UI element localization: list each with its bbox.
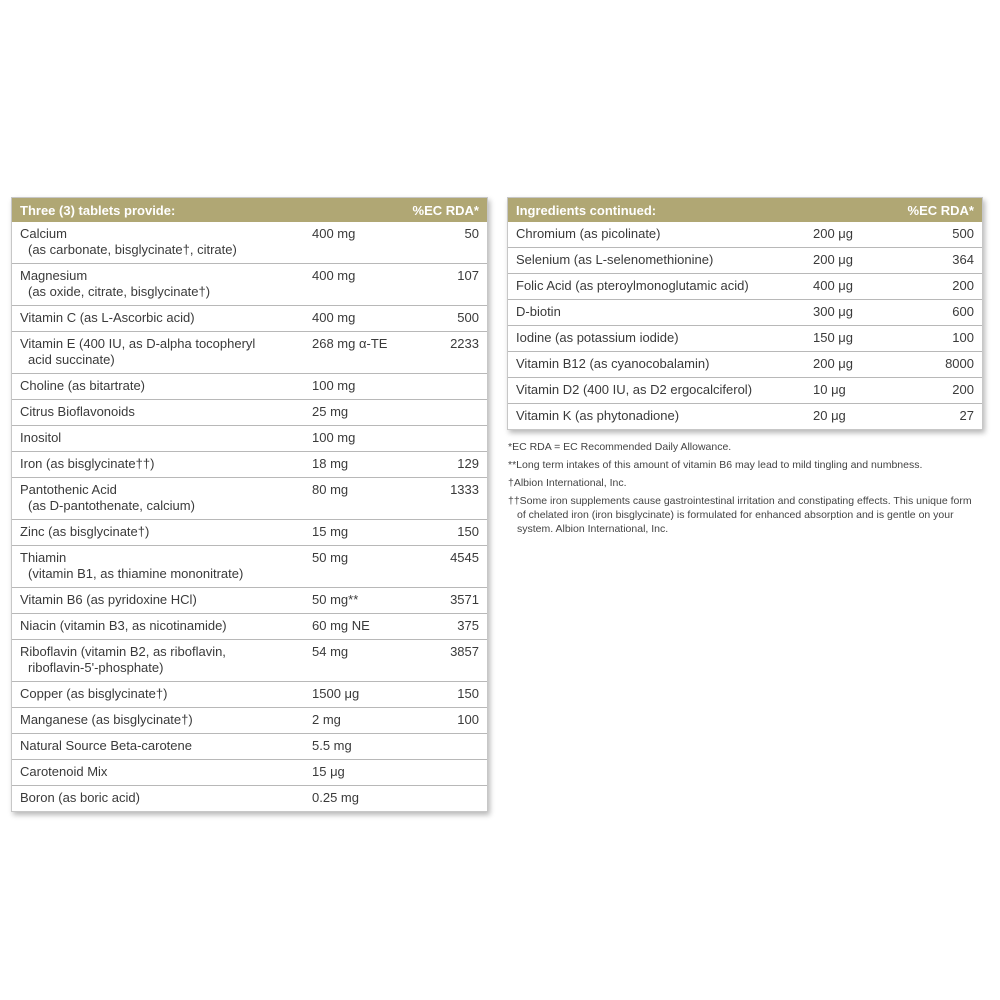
ingredient-name: Choline (as bitartrate) bbox=[20, 378, 145, 393]
ingredient-name: Zinc (as bisglycinate†) bbox=[20, 524, 150, 539]
footnote: *EC RDA = EC Recommended Daily Allowance. bbox=[508, 441, 732, 453]
ingredient-name-cell bbox=[12, 708, 306, 733]
table-row bbox=[12, 759, 487, 785]
ingredient-name: Pantothenic Acid bbox=[20, 482, 117, 497]
ingredient-amount: 150 μg bbox=[813, 330, 854, 345]
ingredient-name: Vitamin E (400 IU, as D-alpha tocopheryl bbox=[20, 336, 256, 351]
ingredient-name: Citrus Bioflavonoids bbox=[20, 404, 135, 419]
ingredient-name: Magnesium bbox=[20, 268, 88, 283]
ingredient-name-cell bbox=[12, 400, 306, 425]
ingredient-name-cell bbox=[12, 546, 306, 587]
ingredient-rda: 100 bbox=[952, 330, 974, 345]
ingredient-name-cell bbox=[508, 326, 812, 351]
ingredient-rda: 600 bbox=[952, 304, 974, 319]
ingredient-name-cell bbox=[12, 640, 306, 681]
table-row bbox=[12, 373, 487, 399]
ingredient-amount: 5.5 mg bbox=[312, 738, 352, 753]
ingredient-name-cell bbox=[12, 588, 306, 613]
ingredient-name-cell bbox=[12, 332, 306, 373]
ingredient-amount: 400 μg bbox=[813, 278, 854, 293]
ingredient-amount: 20 μg bbox=[813, 408, 846, 423]
ingredient-rda: 364 bbox=[952, 252, 974, 267]
ingredient-amount: 200 μg bbox=[813, 356, 854, 371]
ingredient-amount: 54 mg bbox=[312, 644, 349, 659]
ingredient-name-cell bbox=[508, 404, 812, 429]
right-table-rda-label: %EC RDA* bbox=[907, 203, 974, 218]
table-row bbox=[12, 425, 487, 451]
ingredient-name: Natural Source Beta-carotene bbox=[20, 738, 192, 753]
footnote: **Long term intakes of this amount of vitamin B6 may lead to mild tingling and numbness. bbox=[508, 459, 923, 471]
table-row bbox=[12, 639, 487, 681]
table-row bbox=[12, 305, 487, 331]
ingredient-name: Selenium (as L-selenomethionine) bbox=[516, 252, 714, 267]
ingredient-name-cell bbox=[12, 786, 306, 811]
right-nutrition-table bbox=[507, 197, 983, 430]
ingredient-name: Vitamin K (as phytonadione) bbox=[516, 408, 680, 423]
ingredient-amount: 10 μg bbox=[813, 382, 846, 397]
ingredient-rda: 200 bbox=[952, 382, 974, 397]
table-row bbox=[12, 399, 487, 425]
table-row bbox=[12, 613, 487, 639]
ingredient-name-cell bbox=[508, 352, 812, 377]
ingredient-source: (vitamin B1, as thiamine mononitrate) bbox=[28, 566, 244, 581]
ingredient-amount: 400 mg bbox=[312, 226, 356, 241]
footnotes bbox=[508, 440, 978, 540]
ingredient-name-cell bbox=[12, 760, 306, 785]
ingredient-source: riboflavin-5'-phosphate) bbox=[28, 660, 164, 675]
ingredient-name: Vitamin B12 (as cyanocobalamin) bbox=[516, 356, 710, 371]
ingredient-name: Thiamin bbox=[20, 550, 67, 565]
ingredient-name: Folic Acid (as pteroylmonoglutamic acid) bbox=[516, 278, 749, 293]
ingredient-rda: 3571 bbox=[450, 592, 479, 607]
ingredient-name-cell bbox=[508, 222, 812, 247]
table-row bbox=[508, 222, 982, 247]
table-row bbox=[508, 377, 982, 403]
left-table-title: Three (3) tablets provide: bbox=[20, 203, 176, 218]
ingredient-amount: 100 mg bbox=[312, 430, 356, 445]
table-row bbox=[508, 299, 982, 325]
ingredient-name-cell bbox=[12, 520, 306, 545]
ingredient-amount: 80 mg bbox=[312, 482, 349, 497]
left-table-body bbox=[12, 222, 487, 811]
ingredient-name: Chromium (as picolinate) bbox=[516, 226, 661, 241]
ingredient-name-cell bbox=[12, 306, 306, 331]
ingredient-name: Iodine (as potassium iodide) bbox=[516, 330, 679, 345]
ingredient-name-cell bbox=[12, 374, 306, 399]
ingredient-amount: 400 mg bbox=[312, 310, 356, 325]
ingredient-name-cell bbox=[12, 478, 306, 519]
ingredient-amount: 15 μg bbox=[312, 764, 345, 779]
ingredient-amount: 1500 μg bbox=[312, 686, 360, 701]
left-table-rda-label: %EC RDA* bbox=[412, 203, 479, 218]
table-row bbox=[12, 785, 487, 811]
table-row bbox=[12, 545, 487, 587]
table-row bbox=[12, 733, 487, 759]
ingredient-rda: 27 bbox=[959, 408, 974, 423]
table-row bbox=[508, 351, 982, 377]
footnote: ††Some iron supplements cause gastrointestinal irritation and constipating effects. This unique form of chelated iron (iron bisglycinate) is formulated for enhanced absorption and is gentle on your system. Albion International, Inc. bbox=[508, 495, 972, 535]
ingredient-name-cell bbox=[508, 274, 812, 299]
ingredient-name: Copper (as bisglycinate†) bbox=[20, 686, 168, 701]
ingredient-amount: 25 mg bbox=[312, 404, 349, 419]
table-row bbox=[508, 325, 982, 351]
table-row bbox=[12, 477, 487, 519]
left-table-header bbox=[12, 198, 487, 222]
ingredient-name-cell bbox=[12, 734, 306, 759]
ingredient-amount: 400 mg bbox=[312, 268, 356, 283]
table-row bbox=[508, 247, 982, 273]
ingredient-rda: 8000 bbox=[945, 356, 974, 371]
ingredient-name: D-biotin bbox=[516, 304, 561, 319]
ingredient-rda: 129 bbox=[457, 456, 479, 471]
ingredient-name: Calcium bbox=[20, 226, 67, 241]
ingredient-name: Riboflavin (vitamin B2, as riboflavin, bbox=[20, 644, 226, 659]
ingredient-rda: 1333 bbox=[450, 482, 479, 497]
ingredient-amount: 50 mg bbox=[312, 550, 349, 565]
ingredient-name-cell bbox=[12, 614, 306, 639]
table-row bbox=[12, 451, 487, 477]
ingredient-amount: 50 mg** bbox=[312, 592, 359, 607]
ingredient-source: (as oxide, citrate, bisglycinate†) bbox=[28, 284, 211, 299]
ingredient-name-cell bbox=[12, 426, 306, 451]
ingredient-source: (as carbonate, bisglycinate†, citrate) bbox=[28, 242, 237, 257]
ingredient-name: Niacin (vitamin B3, as nicotinamide) bbox=[20, 618, 227, 633]
right-table-header bbox=[508, 198, 982, 222]
ingredient-amount: 200 μg bbox=[813, 252, 854, 267]
ingredient-rda: 100 bbox=[457, 712, 479, 727]
ingredient-rda: 500 bbox=[457, 310, 479, 325]
ingredient-name-cell bbox=[12, 222, 306, 263]
ingredient-rda: 4545 bbox=[450, 550, 479, 565]
footnote: †Albion International, Inc. bbox=[508, 477, 627, 489]
ingredient-source: (as D-pantothenate, calcium) bbox=[28, 498, 195, 513]
ingredient-name: Boron (as boric acid) bbox=[20, 790, 140, 805]
table-row bbox=[12, 331, 487, 373]
table-row bbox=[508, 403, 982, 429]
ingredient-source: acid succinate) bbox=[28, 352, 115, 367]
ingredient-rda: 150 bbox=[457, 686, 479, 701]
ingredient-amount: 100 mg bbox=[312, 378, 356, 393]
ingredient-amount: 200 μg bbox=[813, 226, 854, 241]
right-table-body bbox=[508, 222, 982, 429]
ingredient-amount: 60 mg NE bbox=[312, 618, 370, 633]
ingredient-amount: 15 mg bbox=[312, 524, 349, 539]
ingredient-name: Manganese (as bisglycinate†) bbox=[20, 712, 193, 727]
right-table-title: Ingredients continued: bbox=[516, 203, 657, 218]
ingredient-name: Carotenoid Mix bbox=[20, 764, 108, 779]
ingredient-name: Vitamin D2 (400 IU, as D2 ergocalciferol) bbox=[516, 382, 753, 397]
table-row bbox=[12, 519, 487, 545]
ingredient-rda: 50 bbox=[464, 226, 479, 241]
ingredient-rda: 107 bbox=[457, 268, 479, 283]
ingredient-name-cell bbox=[12, 264, 306, 305]
ingredient-amount: 0.25 mg bbox=[312, 790, 359, 805]
ingredient-rda: 500 bbox=[952, 226, 974, 241]
table-row bbox=[12, 707, 487, 733]
ingredient-name-cell bbox=[12, 682, 306, 707]
ingredient-name-cell bbox=[508, 248, 812, 273]
table-row bbox=[12, 263, 487, 305]
ingredient-amount: 300 μg bbox=[813, 304, 854, 319]
ingredient-rda: 375 bbox=[457, 618, 479, 633]
ingredient-rda: 3857 bbox=[450, 644, 479, 659]
ingredient-name: Vitamin B6 (as pyridoxine HCl) bbox=[20, 592, 197, 607]
ingredient-rda: 150 bbox=[457, 524, 479, 539]
ingredient-name-cell bbox=[508, 378, 812, 403]
ingredient-name: Inositol bbox=[20, 430, 62, 445]
ingredient-rda: 200 bbox=[952, 278, 974, 293]
table-row bbox=[12, 587, 487, 613]
ingredient-name: Vitamin C (as L-Ascorbic acid) bbox=[20, 310, 195, 325]
table-row bbox=[508, 273, 982, 299]
table-row bbox=[12, 222, 487, 263]
ingredient-name-cell bbox=[508, 300, 812, 325]
table-row bbox=[12, 681, 487, 707]
ingredient-amount: 268 mg α-TE bbox=[312, 336, 388, 351]
ingredient-amount: 18 mg bbox=[312, 456, 349, 471]
ingredient-amount: 2 mg bbox=[312, 712, 341, 727]
left-nutrition-table bbox=[11, 197, 488, 812]
ingredient-name: Iron (as bisglycinate††) bbox=[20, 456, 155, 471]
ingredient-name-cell bbox=[12, 452, 306, 477]
ingredient-rda: 2233 bbox=[450, 336, 479, 351]
